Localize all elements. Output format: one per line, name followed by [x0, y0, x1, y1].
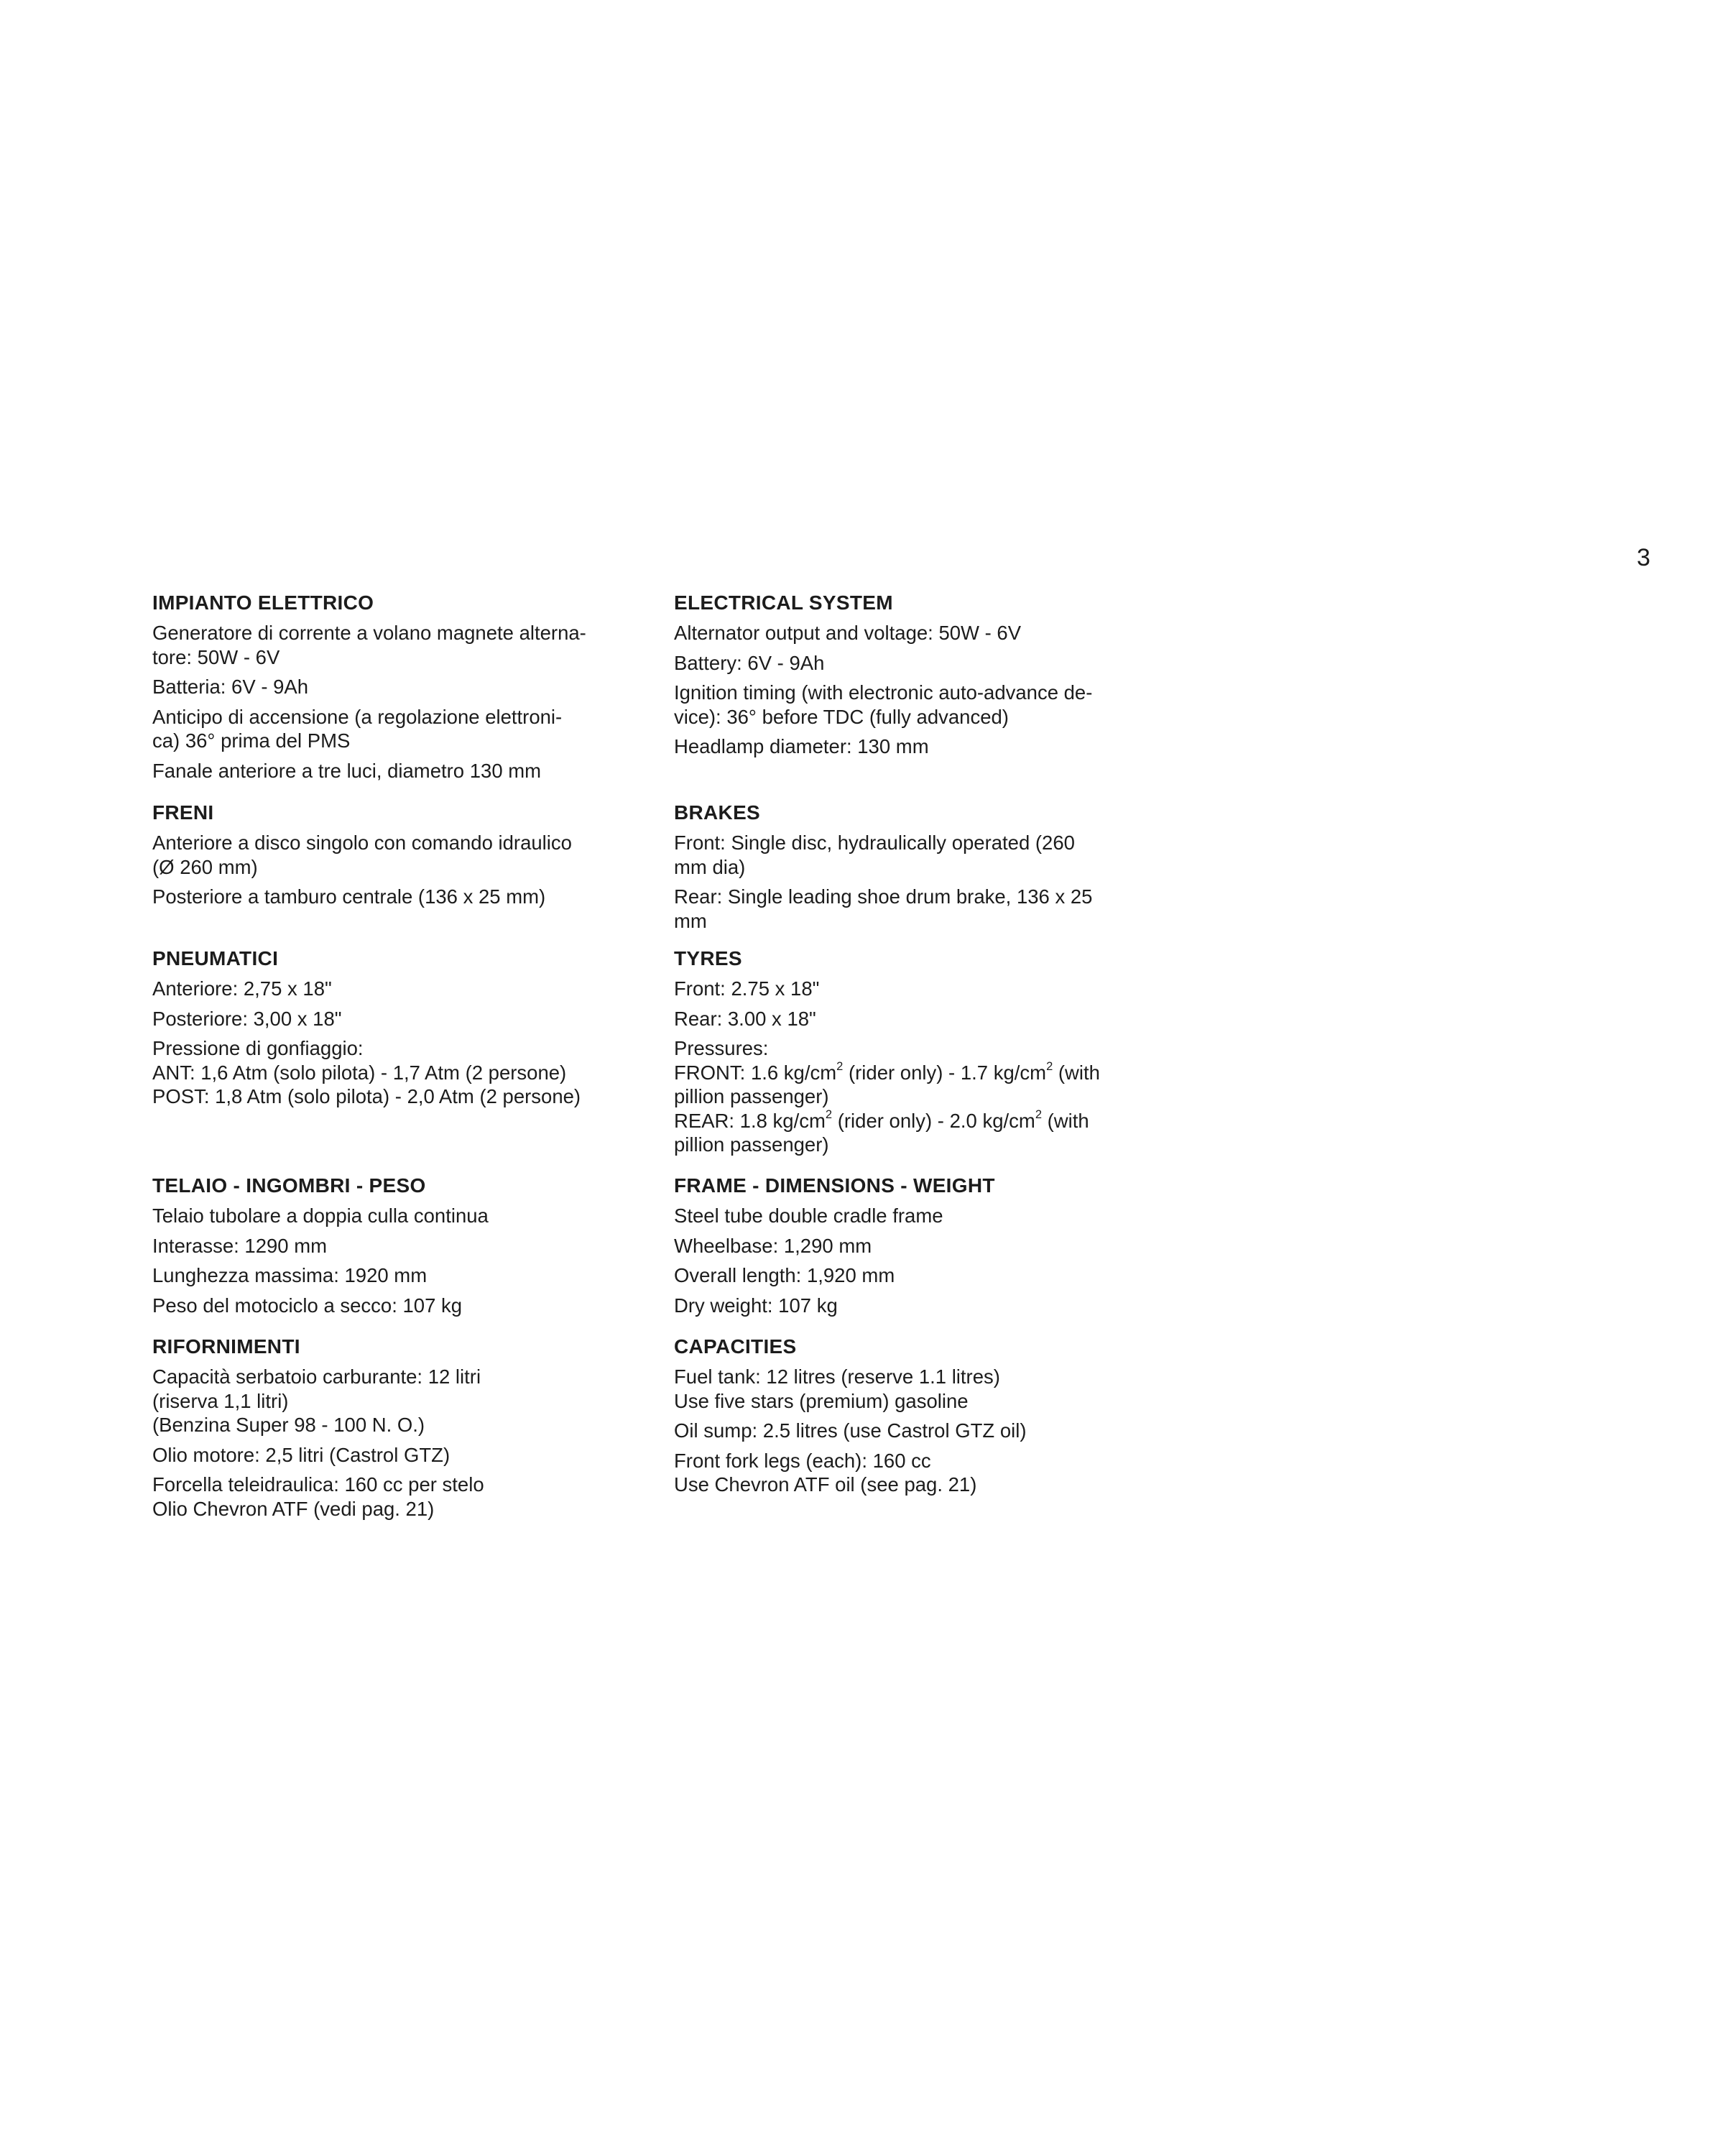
spec-line: Anticipo di accensione (a regolazione elettroni- ca) 36° prima del PMS — [152, 705, 563, 752]
spec-line: Wheelbase: 1,290 mm — [674, 1234, 872, 1257]
spec-line: Front fork legs (each): 160 cc Use Chevron ATF oil (see pag. 21) — [674, 1449, 977, 1496]
section-heading: RIFORNIMENTI — [152, 1335, 300, 1358]
en-electrical-section — [674, 591, 1148, 765]
it-electrical-section — [152, 591, 627, 788]
spec-line: Headlamp diameter: 130 mm — [674, 735, 929, 757]
en-tyres-section — [674, 946, 1148, 1157]
section-heading: TYRES — [674, 947, 742, 969]
spec-line: Overall length: 1,920 mm — [674, 1264, 895, 1286]
spec-line: Generatore di corrente a volano magnete alterna- tore: 50W - 6V — [152, 622, 586, 668]
en-capacities-section — [674, 1335, 1148, 1503]
spec-line: Anteriore: 2,75 x 18" — [152, 977, 332, 1000]
spec-line: Oil sump: 2.5 litres (use Castrol GTZ oil) — [674, 1419, 1027, 1442]
superscript: 2 — [825, 1107, 833, 1121]
spec-line: Ignition timing (with electronic auto-advance de- vice): 36° before TDC (fully advanced) — [674, 681, 1093, 728]
spec-line: Fanale anteriore a tre luci, diametro 130 mm — [152, 759, 542, 782]
spec-line: Posteriore: 3,00 x 18" — [152, 1007, 342, 1030]
spec-line: Pressione di gonfiaggio: ANT: 1,6 Atm (solo pilota) - 1,7 Atm (2 persone) POST: 1,8 Atm (solo pilota) - 2,0 Atm (2 persone) — [152, 1037, 581, 1107]
section-heading: FRENI — [152, 801, 214, 824]
spec-line: Front: 2.75 x 18" — [674, 977, 820, 1000]
spec-line: Batteria: 6V - 9Ah — [152, 676, 309, 698]
superscript: 2 — [1046, 1059, 1053, 1073]
section-heading: CAPACITIES — [674, 1335, 797, 1358]
spec-line: Interasse: 1290 mm — [152, 1234, 328, 1257]
spec-line: Dry weight: 107 kg — [674, 1294, 838, 1317]
spec-line: Olio motore: 2,5 litri (Castrol GTZ) — [152, 1443, 451, 1466]
spec-line: Lunghezza massima: 1920 mm — [152, 1264, 428, 1286]
section-heading: TELAIO - INGOMBRI - PESO — [152, 1174, 426, 1197]
spec-line: Anteriore a disco singolo con comando idraulico (Ø 260 mm) — [152, 831, 572, 878]
pressure-front: FRONT: 1.6 $kg/cm^2$ (rider only) - 1.7 $kg/cm^2$ (with pillion passenger) — [674, 1059, 1100, 1107]
pressures-label: Pressures: — [674, 1037, 769, 1059]
spec-line: Rear: 3.00 x 18" — [674, 1007, 816, 1030]
spec-line: Rear: Single leading shoe drum brake, 136 x 25 mm — [674, 885, 1093, 932]
spec-line: Capacità serbatoio carburante: 12 litri (riserva 1,1 litri) (Benzina Super 98 - 100 N. O.) — [152, 1365, 481, 1436]
spec-line: Alternator output and voltage: 50W - 6V — [674, 622, 1022, 644]
superscript: 2 — [1035, 1107, 1042, 1121]
it-tyres-section — [152, 946, 627, 1109]
spec-line: Battery: 6V - 9Ah — [674, 651, 825, 674]
en-frame-section — [674, 1174, 1148, 1323]
spec-line: Forcella teleidraulica: 160 cc per stelo Olio Chevron ATF (vedi pag. 21) — [152, 1473, 484, 1520]
section-heading: IMPIANTO ELETTRICO — [152, 591, 374, 614]
spec-line: Posteriore a tamburo centrale (136 x 25 mm) — [152, 885, 546, 908]
section-heading: BRAKES — [674, 801, 761, 824]
tyre-pressures — [674, 1036, 1148, 1157]
section-heading: PNEUMATICI — [152, 947, 279, 969]
en-brakes-section — [674, 801, 1148, 939]
spec-line: Front: Single disc, hydraulically operated (260 mm dia) — [674, 831, 1075, 878]
pressure-rear: REAR: 1.8 $kg/cm^2$ (rider only) - 2.0 $kg/cm^2$ (with pillion passenger) — [674, 1107, 1089, 1156]
section-heading: FRAME - DIMENSIONS - WEIGHT — [674, 1174, 995, 1197]
page-number: 3 — [1637, 544, 1650, 571]
section-heading: ELECTRICAL SYSTEM — [674, 591, 893, 614]
spec-line: Steel tube double cradle frame — [674, 1204, 943, 1227]
spec-line: Fuel tank: 12 litres (reserve 1.1 litres) Use five stars (premium) gasoline — [674, 1365, 1000, 1412]
it-frame-section — [152, 1174, 627, 1323]
superscript: 2 — [836, 1059, 844, 1073]
it-brakes-section — [152, 801, 627, 915]
spec-line: Peso del motociclo a secco: 107 kg — [152, 1294, 463, 1317]
spec-line: Telaio tubolare a doppia culla continua — [152, 1204, 489, 1227]
it-capacities-section — [152, 1335, 627, 1526]
